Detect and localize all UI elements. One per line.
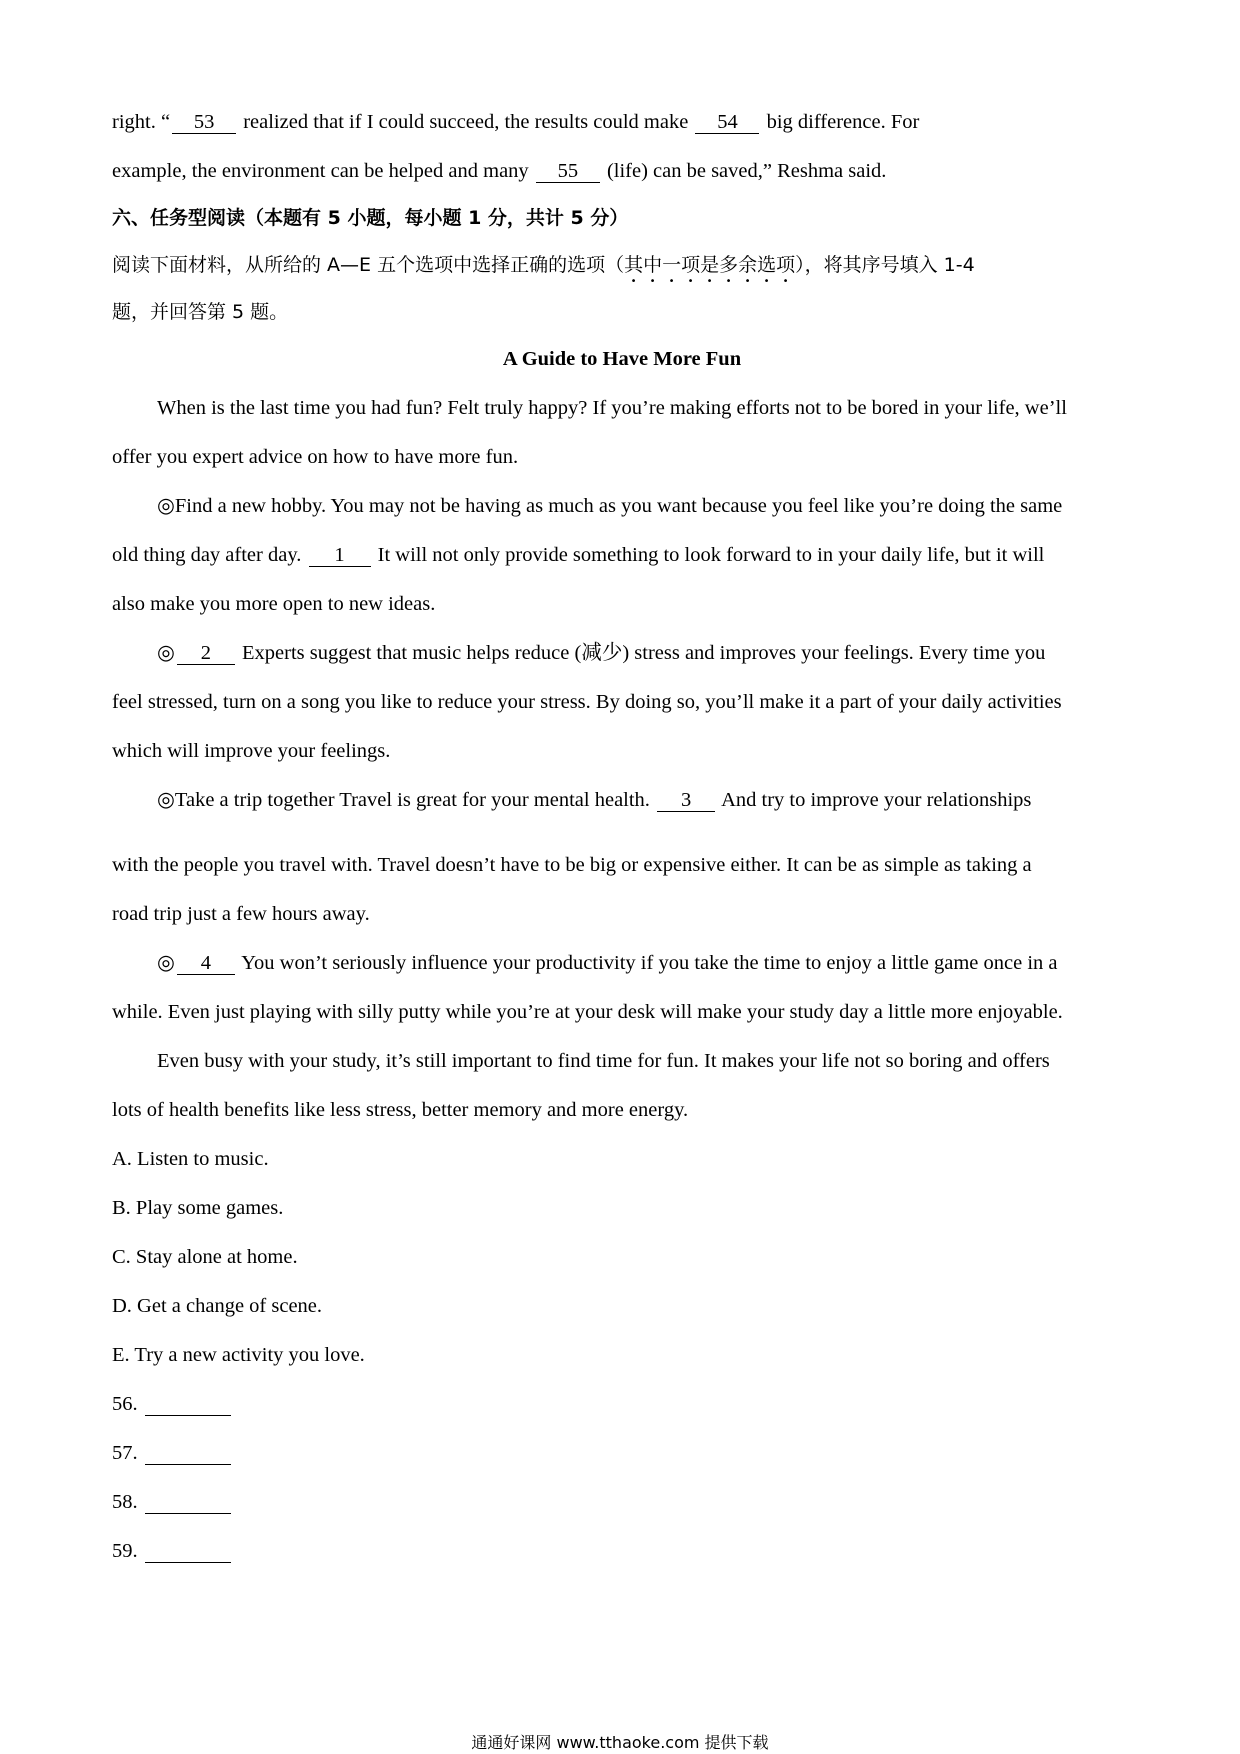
- question-number: 56.: [112, 1393, 138, 1415]
- instruction-text: ），将其序号填入 1-4: [795, 254, 975, 276]
- answer-list: [112, 1380, 1132, 1576]
- option-b: B. Play some games.: [112, 1197, 284, 1219]
- article-title: A Guide to Have More Fun: [502, 348, 742, 370]
- answer-57: [112, 1429, 1132, 1478]
- document-page: [112, 98, 1132, 1576]
- option-c: C. Stay alone at home.: [112, 1246, 298, 1268]
- section-heading: 六、任务型阅读（本题有 5 小题，每小题 1 分，共计 5 分）: [112, 207, 629, 229]
- option-a: A. Listen to music.: [112, 1148, 269, 1170]
- page-footer: 通通好课网 www.tthaoke.com 提供下载: [471, 1733, 769, 1752]
- paragraph-6-line-2: lots of health benefits like less stress, better memory and more energy.: [112, 1099, 689, 1121]
- blank-54[interactable]: 54: [695, 111, 759, 134]
- cloze-line-1: [112, 98, 1132, 147]
- question-number: 58.: [112, 1491, 138, 1513]
- circle-mark-icon: ◎: [157, 642, 175, 664]
- circle-mark-icon: ◎: [157, 952, 175, 974]
- paragraph-2-line-1: ◎Find a new hobby. You may not be having as much as you want because you feel like you’re doing the same: [157, 495, 1063, 517]
- option-d: D. Get a change of scene.: [112, 1295, 323, 1317]
- answer-blank-57[interactable]: [145, 1442, 231, 1465]
- paragraph-2-line-2: [112, 531, 1132, 580]
- paragraph-4-line-1: [112, 776, 1132, 825]
- paragraph-text: ◎Take a trip together Travel is great for your mental health.: [157, 789, 650, 811]
- paragraph-text: You won’t seriously influence your productivity if you take the time to enjoy a little game once in a: [241, 952, 1058, 974]
- paragraph-4-line-3: road trip just a few hours away.: [112, 903, 370, 925]
- paragraph-3-line-1: [112, 629, 1132, 678]
- cloze-text: big difference. For: [766, 111, 920, 133]
- paragraph-5-line-2: while. Even just playing with silly putty while you’re at your desk will make your study day a little more enjoyable.: [112, 1001, 1063, 1023]
- cloze-text: (life) can be saved,” Reshma said.: [606, 160, 887, 182]
- paragraph-5-line-1: [112, 939, 1132, 988]
- options-list: [112, 1135, 1132, 1380]
- answer-56: [112, 1380, 1132, 1429]
- blank-53[interactable]: 53: [172, 111, 236, 134]
- paragraph-text: It will not only provide something to look forward to in your daily life, but it will: [377, 544, 1045, 566]
- blank-55[interactable]: 55: [536, 160, 600, 183]
- paragraph-3-line-3: which will improve your feelings.: [112, 740, 391, 762]
- paragraph-1-line-2: offer you expert advice on how to have more fun.: [112, 446, 519, 468]
- paragraph-6-line-1: Even busy with your study, it’s still important to find time for fun. It makes your life not so boring and offers: [157, 1050, 1050, 1072]
- option-e: E. Try a new activity you love.: [112, 1344, 365, 1366]
- cloze-text: example, the environment can be helped and many: [112, 160, 529, 182]
- question-number: 57.: [112, 1442, 138, 1464]
- section-instructions: [112, 240, 1132, 290]
- paragraph-text: Experts suggest that music helps reduce (减少) stress and improves your feelings. Every time you: [242, 642, 1046, 664]
- answer-blank-59[interactable]: [145, 1540, 231, 1563]
- paragraph-text: old thing day after day.: [112, 544, 302, 566]
- answer-blank-58[interactable]: [145, 1491, 231, 1514]
- cloze-line-2: [112, 147, 1132, 196]
- paragraph-2-line-3: also make you more open to new ideas.: [112, 593, 436, 615]
- paragraph-3-line-2: feel stressed, turn on a song you like to reduce your stress. By doing so, you’ll make it a part of your daily activities: [112, 691, 1062, 713]
- emphasized-text: 其中一项是多余选项: [624, 254, 796, 276]
- blank-3[interactable]: 3: [657, 789, 715, 812]
- paragraph-text: And try to improve your relationships: [721, 789, 1032, 811]
- paragraph-1-line-1: When is the last time you had fun? Felt truly happy? If you’re making efforts not to be bored in your life, we’ll: [157, 397, 1067, 419]
- blank-4[interactable]: 4: [177, 952, 235, 975]
- question-number: 59.: [112, 1540, 138, 1562]
- cloze-text: realized that if I could succeed, the results could make: [243, 111, 689, 133]
- section-instructions-cont: 题，并回答第 5 题。: [112, 301, 289, 323]
- cloze-text: right. “: [112, 111, 171, 133]
- answer-58: [112, 1478, 1132, 1527]
- answer-blank-56[interactable]: [145, 1393, 231, 1416]
- instruction-text: 阅读下面材料，从所给的 A—E 五个选项中选择正确的选项（: [112, 254, 625, 276]
- answer-59: [112, 1527, 1132, 1576]
- blank-1[interactable]: 1: [309, 544, 371, 567]
- paragraph-4-line-2: with the people you travel with. Travel doesn’t have to be big or expensive either. It can be as simple as taking a: [112, 854, 1032, 876]
- blank-2[interactable]: 2: [177, 642, 235, 665]
